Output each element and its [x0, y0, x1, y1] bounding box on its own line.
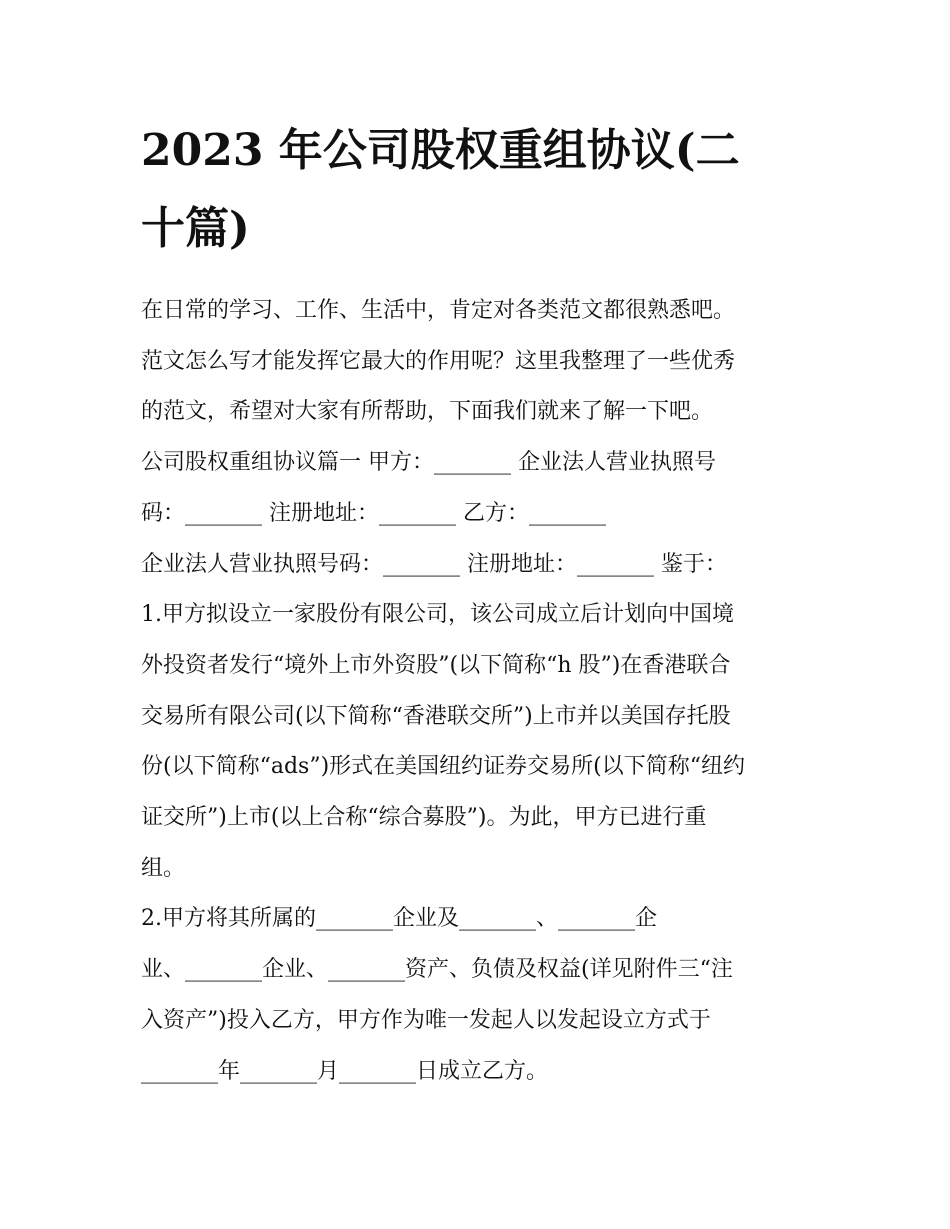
document-body [141, 286, 821, 1097]
clause-2-line-1: 2.甲方将其所属的_______企业及_______、_______企 [141, 906, 657, 932]
party-line-3: 企业法人营业执照号码：_______ 注册地址：_______ 鉴于： [141, 551, 727, 577]
clause-2-line-2: 业、_______企业、_______资产、负债及权益(详见附件三“注 [141, 957, 733, 983]
title-line-2: 十篇) [141, 203, 250, 254]
clause-1-line-6: 组。 [141, 855, 186, 881]
intro-line-1: 在日常的学习、工作、生活中，肯定对各类范文都很熟悉吧。 [141, 298, 736, 323]
clause-1-line-1: 1.甲方拟设立一家股份有限公司，该公司成立后计划向中国境 [141, 602, 734, 628]
clause-1-line-3: 交易所有限公司(以下简称“香港联交所”)上市并以美国存托股 [141, 703, 731, 729]
clause-2-line-3: 入资产”)投入乙方，甲方作为唯一发起人以发起设立方式于 [141, 1007, 711, 1033]
party-line-1: 公司股权重组协议篇一 甲方：_______ 企业法人营业执照号 [141, 450, 716, 476]
document-title [141, 112, 821, 268]
intro-line-3: 的范文，希望对大家有所帮助，下面我们就来了解一下吧。 [141, 399, 714, 425]
clause-1-line-4: 份(以下简称“ads”)形式在美国纽约证券交易所(以下简称“纽约 [141, 754, 745, 780]
document-page [141, 112, 821, 1097]
intro-line-2: 范文怎么写才能发挥它最大的作用呢？这里我整理了一些优秀 [141, 348, 736, 374]
clause-1-line-5: 证交所”)上市(以上合称“综合募股”)。为此，甲方已进行重 [141, 805, 707, 831]
title-line-1: 2023 年公司股权重组协议(二 [141, 125, 740, 176]
clause-2-line-4: _______年_______月_______日成立乙方。 [141, 1058, 549, 1084]
clause-1-line-2: 外投资者发行“境外上市外资股”(以下简称“h 股”)在香港联合 [141, 652, 731, 678]
party-line-2: 码：_______ 注册地址：_______ 乙方：_______ [141, 500, 606, 526]
